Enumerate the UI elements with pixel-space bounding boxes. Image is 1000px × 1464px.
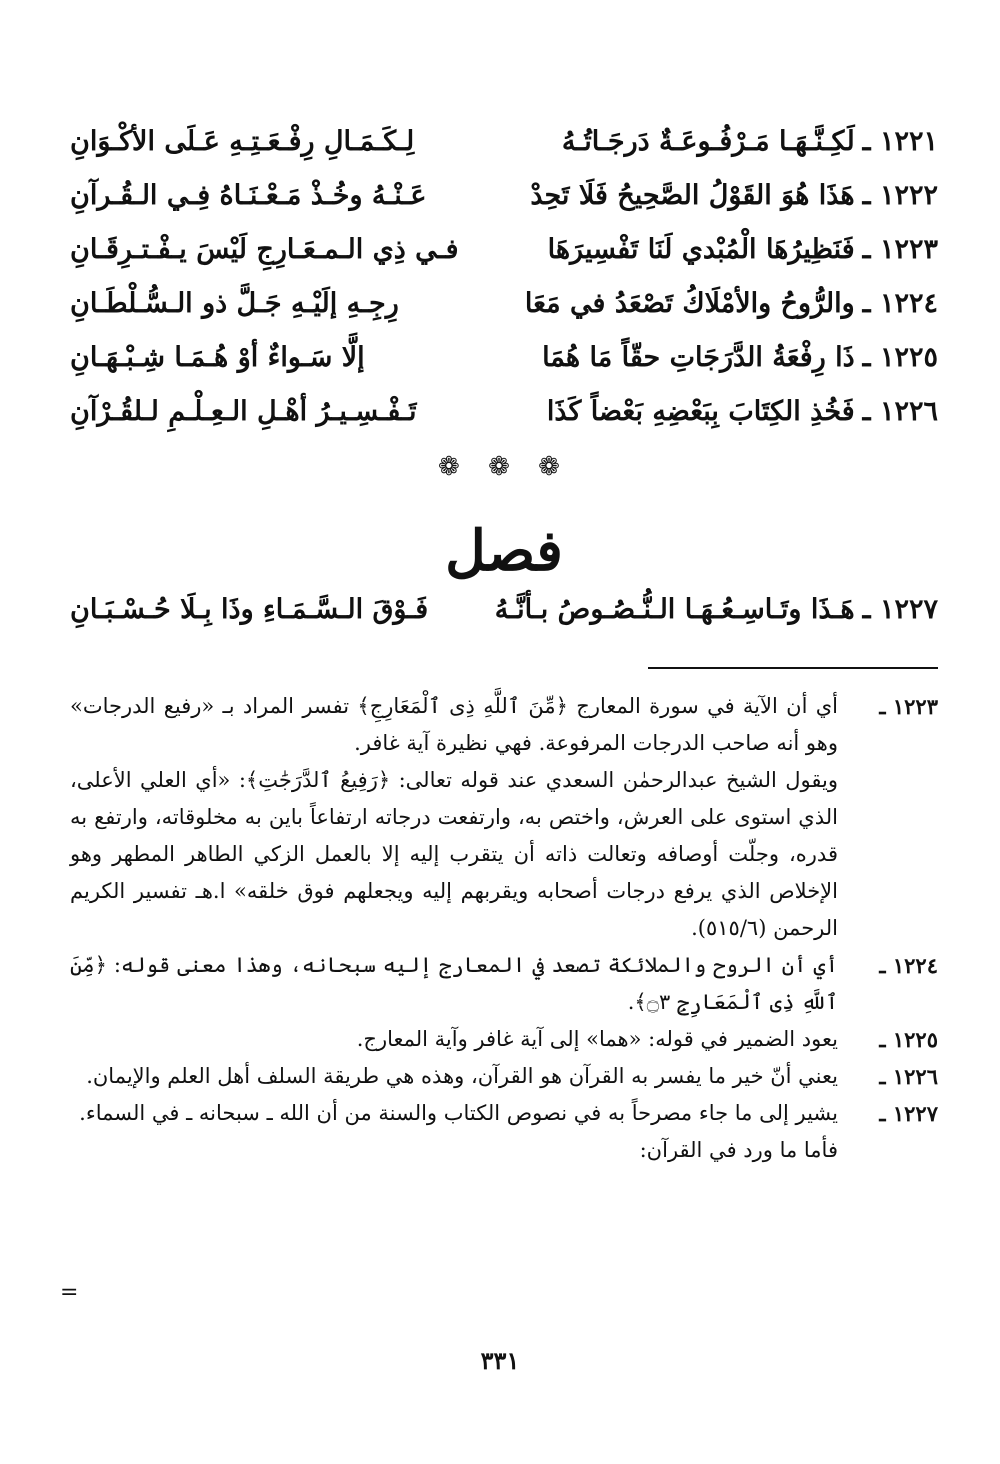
second-hemistich: فـي ذِي الـمـعَـارِجِ لَيْسَ يـفْـتـرِقَـانِ: [70, 234, 459, 265]
verse-block: [70, 126, 938, 450]
verse-number: ١٢٢٢ ـ: [862, 180, 938, 211]
footnote-text: أي أن الآية في سورة المعارج ﴿مِّنَ ٱللَّهِ ذِى ٱلْمَعَارِجِ﴾ تفسر المراد بـ «رفيع الدرجات» وهو أنه صاحب الدرجات المرفوعة. فهي نظيرة آية غافر.: [70, 694, 838, 755]
first-hemistich: [498, 180, 938, 211]
first-hemistich: [498, 288, 938, 319]
first-hemistich: [498, 342, 938, 373]
footnote-text: يعني أنّ خير ما يفسر به القرآن هو القرآن، وهذه هي طريقة السلف أهل العلم والإيمان.: [86, 1064, 838, 1088]
second-hemistich: إلَّا سَـواءٌ أوْ هُـمَـا شِـبْـهَـانِ: [70, 342, 365, 373]
second-hemistich: فَـوْقَ الـسَّـمَـاءِ وذَا بِـلَا حُـسْـبَـانِ: [70, 594, 429, 625]
first-hemistich-text: هَـذَا وتَـاسِـعُـهَـا الـنُّـصُـوصُ بـأنَّـهُ: [494, 594, 855, 625]
verse-line: [70, 126, 938, 180]
footnote-number: ١٢٢٥ ـ: [879, 1027, 938, 1052]
first-hemistich-text: لَكِـنَّـهَـا مَـرْفُـوعَـةٌ دَرجَـاتُـهُ: [561, 126, 855, 157]
footnote-paragraph: فأما ما ورد في القرآن:: [639, 1138, 838, 1162]
continuation-mark: =: [60, 1280, 79, 1305]
page-number: ٣٣١: [480, 1346, 520, 1375]
footnote-text: يشير إلى ما جاء مصرحاً به في نصوص الكتاب والسنة من أن الله ـ سبحانه ـ في السماء.: [79, 1101, 838, 1125]
verse-line: [70, 594, 938, 648]
footnote-number: ١٢٢٦ ـ: [879, 1064, 938, 1089]
verse-number: ١٢٢٧ ـ: [862, 594, 938, 625]
verse-line: [70, 396, 938, 450]
first-hemistich-text: هَذَا هُوَ القَوْلُ الصَّحِيحُ فَلَا تَحِدْ: [530, 180, 855, 211]
second-hemistich: عَـنْـهُ وخُـذْ مَـعْـنَـاهُ فِـي الـقُـرآنِ: [70, 180, 427, 211]
verse-line: [70, 180, 938, 234]
first-hemistich: [498, 126, 938, 157]
footnote-divider: [648, 667, 938, 669]
footnote: [70, 688, 938, 762]
section-heading: فصل: [445, 518, 563, 584]
footnote-text: يعود الضمير في قوله: «هما» إلى آية غافر وآية المعارج.: [356, 1027, 838, 1051]
second-hemistich: تَـفْـسِـيـرُ أهْـلِ الـعِـلْـمِ لـلقُـرْآنِ: [70, 396, 417, 427]
verse-line: [70, 288, 938, 342]
first-hemistich-text: والرُّوحُ والأمْلَاكُ تَصْعَدُ في مَعَا: [524, 288, 855, 319]
footnote: [70, 1095, 938, 1132]
first-hemistich-text: ذَا رِفْعَةُ الدَّرَجَاتِ حقّاً مَا هُمَا: [542, 342, 855, 373]
footnote: [70, 1058, 938, 1095]
verse-number: ١٢٢٣ ـ: [862, 234, 938, 265]
first-hemistich-text: فَخُذِ الكِتَابَ بِبَعْضِهِ بَعْضاً كَذَا: [546, 396, 855, 427]
first-hemistich-text: فَنَظِيرُهَا الْمُبْدي لَنَا تَفْسِيرَهَا: [547, 234, 855, 265]
footnote: [70, 1021, 938, 1058]
footnotes: [70, 688, 938, 1169]
footnote-paragraph: ويقول الشيخ عبدالرحمٰن السعدي عند قوله تعالى: ﴿رَفِيعُ ٱلدَّرَجَٰتِ﴾: «أي العلي الأعلى، الذي استوى على العرش، واختص به، وارتفعت درجاته ارتفاعاً باين به مخلوقاته، وارتفع به قدره، وجلّت أوصافه وتعالت ذاته أن يتقرب إليه إلا بالعمل الزكي الطاهر المطهر وهو الإخلاص الذي يرفع درجات أصحابه ويقربهم إليه ويجعلهم فوق خلقه» ا.هـ تفسير الكريم الرحمن (٥١٥/٦).: [70, 768, 838, 940]
verse-number: ١٢٢٦ ـ: [862, 396, 938, 427]
second-hemistich: لِـكَـمَـالِ رِفْـعَـتِـهِ عَـلَى الأكْـوَانِ: [70, 126, 415, 157]
verse-number: ١٢٢٥ ـ: [862, 342, 938, 373]
footnote: [70, 947, 938, 1021]
footnote-number: ١٢٢٣ ـ: [879, 694, 938, 719]
footnote-number: ١٢٢٤ ـ: [879, 953, 938, 978]
second-hemistich: رِجِـهِ إلَيْـهِ جَـلَّ ذو الـسُّـلْطَـانِ: [70, 288, 399, 319]
section-separator-stars: ❁ ❁ ❁: [438, 452, 570, 482]
verse-number: ١٢٢٤ ـ: [862, 288, 938, 319]
book-page: [70, 0, 938, 1464]
first-hemistich: [494, 594, 938, 625]
verse-number: ١٢٢١ ـ: [862, 126, 938, 157]
verse-line: [70, 234, 938, 288]
footnote-text: أي أن الروح والملائكة تصعد في المعارج إليه سبحانه، وهذا معنى قوله: ﴿مِّنَ ٱللَّهِ ذِى ٱلْمَعَارِجِ ۝٣﴾.: [70, 953, 838, 1014]
first-hemistich: [498, 234, 938, 265]
verse-line: [70, 342, 938, 396]
footnote-number: ١٢٢٧ ـ: [879, 1101, 938, 1126]
first-hemistich: [498, 396, 938, 427]
